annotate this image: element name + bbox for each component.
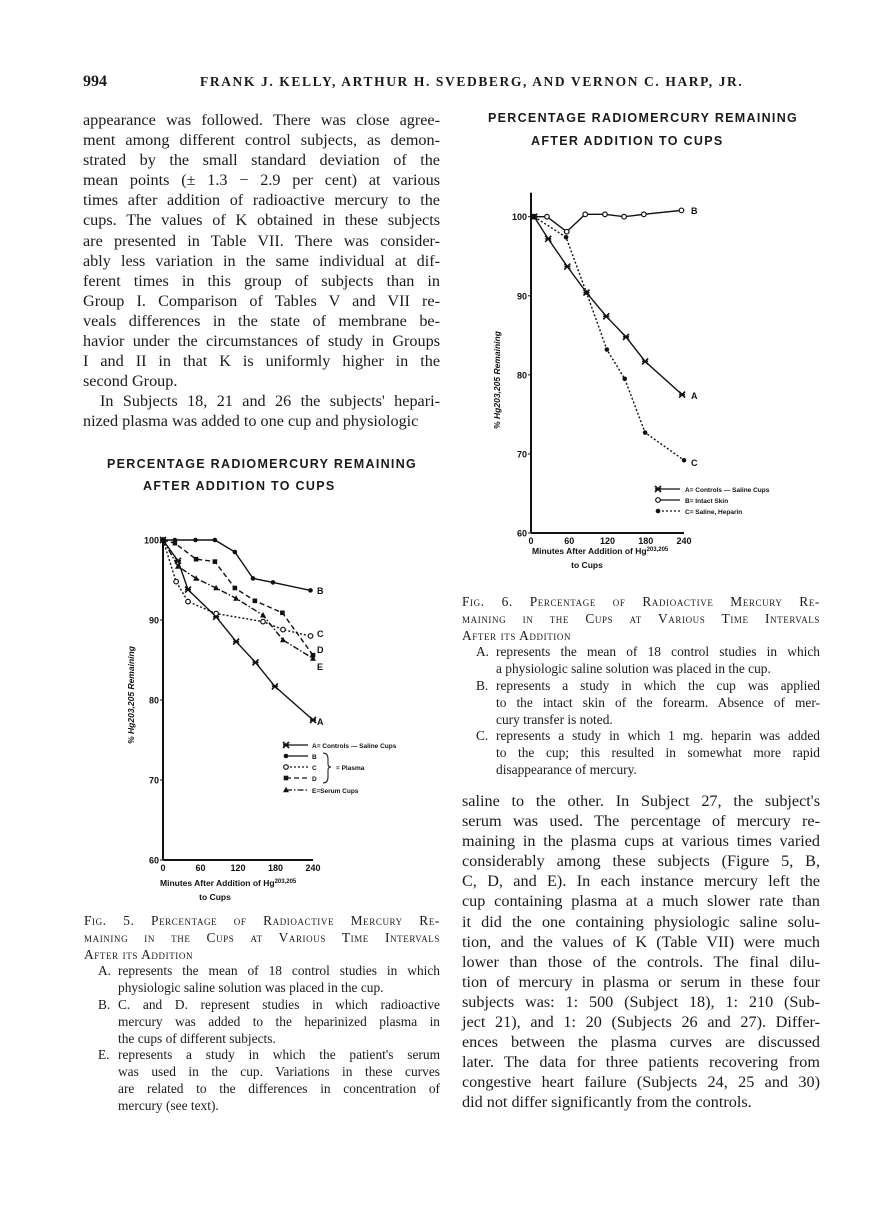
- data-point-B: [271, 580, 276, 585]
- text-line: tion of mercury in plasma or serum in these four: [462, 972, 820, 991]
- legend-label: E=Serum Cups: [312, 788, 359, 795]
- y-tick-label: 90: [516, 291, 527, 302]
- fig5-chart: [120, 520, 440, 905]
- series-end-label-A: A: [691, 391, 698, 401]
- text-line: cup containing plasma at a much slower rate than: [462, 892, 820, 911]
- caption-item-label: B.: [476, 677, 489, 693]
- data-point-A: [603, 313, 609, 319]
- y-tick-label: 60: [516, 528, 527, 539]
- series-line-A: [534, 217, 682, 395]
- data-point-B: [564, 229, 569, 234]
- caption-item-line: to the intact skin of the forearm. Absence of mer-: [496, 694, 820, 710]
- series-line-C: [534, 217, 684, 461]
- fig6-caption: [462, 594, 820, 779]
- caption-heading-line: Fig. 5. Percentage of Radioactive Mercury Re-: [84, 913, 440, 928]
- x-axis-title-line2: to Cups: [199, 892, 231, 902]
- data-point-C: [308, 634, 313, 639]
- data-point-C: [682, 458, 687, 463]
- x-axis-title-line2: to Cups: [571, 560, 603, 570]
- caption-item-label: A.: [98, 963, 112, 979]
- legend-label: B= Intact Skin: [685, 498, 729, 505]
- data-point-C: [281, 627, 286, 632]
- caption-item-line: mercury was added to the heparinized plasma in: [118, 1013, 440, 1029]
- y-tick-label: 80: [148, 695, 159, 706]
- x-tick-label: 120: [599, 536, 616, 546]
- text-line: it did the one containing physiologic saline solu-: [462, 912, 820, 931]
- caption-item-line: the cups of different subjects.: [118, 1030, 276, 1046]
- legend-marker: [656, 498, 661, 503]
- data-point-C: [174, 579, 179, 584]
- series-end-label-B: B: [691, 206, 698, 216]
- legend-label: D: [312, 776, 317, 783]
- caption-item-line: represents the mean of 18 control studies in which: [118, 963, 440, 979]
- x-tick-label: 60: [564, 536, 575, 546]
- caption-item-label: E.: [98, 1047, 110, 1063]
- legend-marker: [655, 486, 661, 492]
- legend-label: B: [312, 754, 317, 761]
- text-line: lower than those of the controls. The final dilu-: [462, 952, 820, 971]
- text-line: In Subjects 18, 21 and 26 the subjects' hepari-: [100, 392, 440, 411]
- caption-heading-line: Fig. 6. Percentage of Radioactive Mercury Re-: [462, 594, 820, 609]
- data-point-B: [308, 588, 313, 593]
- legend-label: A= Controls — Saline Cups: [685, 487, 770, 494]
- data-point-B: [213, 538, 218, 543]
- caption-item-label: C.: [476, 728, 489, 744]
- legend-marker: [284, 765, 289, 770]
- fig5-title-line2: AFTER ADDITION TO CUPS: [143, 479, 336, 493]
- text-line: appearance was followed. There was close agree-: [83, 111, 440, 129]
- legend-marker: [656, 509, 661, 514]
- data-point-A: [272, 683, 278, 689]
- text-line: ferent times in this group of subjects than in: [83, 271, 440, 290]
- text-line: ably less variation in the same individual at dif-: [83, 251, 440, 270]
- y-tick-label: 100: [511, 212, 527, 223]
- running-head: FRANK J. KELLY, ARTHUR H. SVEDBERG, AND VERNON C. HARP, JR.: [200, 74, 744, 89]
- text-line: congestive heart failure (Subjects 24, 25 and 30): [462, 1073, 820, 1092]
- y-tick-label: 90: [148, 615, 159, 626]
- data-point-C: [584, 290, 589, 295]
- data-point-C: [564, 235, 569, 240]
- series-end-label-C: C: [691, 458, 698, 468]
- caption-item-line: represents a study in which the patient's serum: [118, 1047, 440, 1063]
- text-line: ences between the plasma curves are discussed: [462, 1033, 820, 1052]
- x-axis-title-superscript: 203,205: [646, 547, 669, 553]
- caption-item-line: represents a study in which the cup was applied: [496, 677, 820, 693]
- y-axis-title: % Hg203,205 Remaining: [126, 646, 136, 744]
- data-point-A: [623, 334, 629, 340]
- caption-heading-line: maining in the Cups at Various Time Intervals: [84, 929, 440, 945]
- caption-heading-line: maining in the Cups at Various Time Intervals: [462, 610, 820, 626]
- text-line: Group I. Comparison of Tables V and VII re-: [83, 291, 440, 310]
- data-point-D: [233, 586, 238, 591]
- text-line: maining in the plasma cups at various times varied: [462, 832, 820, 851]
- text-line: did not differ significantly from the controls.: [462, 1093, 752, 1112]
- caption-heading-line: After its Addition: [462, 627, 572, 643]
- text-line: C, D, and E). In each instance mercury left the: [462, 872, 820, 891]
- data-point-E: [193, 575, 199, 581]
- caption-item: [462, 728, 820, 778]
- caption-item-line: mercury (see text).: [118, 1097, 219, 1113]
- x-tick-label: 240: [676, 536, 692, 546]
- data-point-B: [545, 214, 550, 219]
- x-axis-title: [532, 546, 669, 556]
- x-tick-label: 0: [528, 536, 534, 546]
- series-end-label-E: E: [317, 662, 324, 672]
- data-point-A: [545, 236, 551, 242]
- data-point-C: [605, 347, 610, 352]
- x-tick-label: 180: [267, 863, 284, 873]
- text-line: I and II in that K is uniformly higher in the: [83, 352, 440, 371]
- y-tick-label: 70: [516, 449, 527, 460]
- data-point-A: [310, 717, 316, 723]
- text-line: ject 21), and 1: 20 (Subjects 26 and 27). Differ-: [462, 1013, 820, 1032]
- legend-brace: [323, 753, 331, 783]
- text-line: cups. The values of K obtained in these subjects: [83, 211, 440, 230]
- left-column-text: [83, 110, 440, 432]
- data-point-B: [642, 212, 647, 217]
- caption-item: [84, 1047, 440, 1114]
- caption-item-label: A.: [476, 644, 490, 660]
- caption-item-line: was used in the cup. Variations in these curves: [118, 1064, 440, 1080]
- fig6-chart: [480, 190, 820, 585]
- caption-item-line: are related to the differences in concentration of: [118, 1080, 440, 1096]
- text-line: nized plasma was added to one cup and physiologic: [83, 412, 419, 431]
- x-tick-label: 60: [195, 863, 206, 873]
- data-point-B: [233, 550, 238, 555]
- x-axis-title-superscript: 203,205: [274, 879, 297, 885]
- text-line: havior under the circumstances of study in Groups: [83, 332, 440, 351]
- text-line: ment among different control subjects, as demon-: [83, 131, 440, 150]
- fig6-title-line2: AFTER ADDITION TO CUPS: [531, 134, 724, 148]
- data-point-A: [253, 659, 259, 665]
- data-point-B: [193, 538, 198, 543]
- fig6-title-line1: PERCENTAGE RADIOMERCURY REMAINING: [488, 111, 799, 125]
- caption-item-label: B.: [98, 996, 111, 1012]
- caption-item: [84, 963, 440, 997]
- series-line-A: [163, 540, 313, 720]
- text-line: later. The data for three patients recovering from: [462, 1053, 820, 1072]
- y-tick-label: 60: [148, 855, 159, 866]
- data-point-B: [583, 212, 588, 217]
- caption-item: [84, 997, 440, 1047]
- series-end-label-C: C: [317, 629, 324, 639]
- data-point-C: [186, 599, 191, 604]
- legend-label: A= Controls — Saline Cups: [312, 743, 397, 750]
- text-line: subjects was: 1: 500 (Subject 18), 1: 210 (Sub-: [462, 992, 820, 1011]
- legend-label: C: [312, 765, 317, 772]
- data-point-A: [233, 639, 239, 645]
- text-line: tion, and the values of K (Table VII) were much: [462, 932, 820, 951]
- x-axis-title: [160, 878, 297, 888]
- legend-marker: [284, 754, 289, 759]
- x-tick-label: 240: [305, 863, 321, 873]
- caption-item-line: to the cup; this resulted in somewhat more rapid: [496, 745, 820, 761]
- series-end-label-D: D: [317, 645, 324, 655]
- y-tick-label: 70: [148, 775, 159, 786]
- fig5-caption: [84, 913, 440, 1115]
- data-point-C: [622, 377, 627, 382]
- data-point-C: [532, 214, 537, 219]
- text-line: are presented in Table VII. There was consider-: [83, 231, 440, 250]
- data-point-D: [173, 541, 178, 546]
- caption-item-line: represents the mean of 18 control studies in which: [496, 644, 820, 660]
- data-point-A: [642, 358, 648, 364]
- data-point-B: [603, 212, 608, 217]
- text-line: saline to the other. In Subject 27, the subject's: [462, 792, 820, 810]
- x-axis-title-main: Minutes After Addition of Hg: [160, 878, 275, 888]
- caption-item: [462, 678, 820, 728]
- series-end-label-B: B: [317, 586, 324, 596]
- series-line-B: [534, 210, 681, 231]
- data-point-B: [251, 576, 256, 581]
- text-line: times after addition of radioactive mercury to the: [83, 191, 440, 210]
- data-point-C: [261, 619, 266, 624]
- data-point-E: [280, 637, 286, 643]
- data-point-A: [679, 392, 685, 398]
- x-tick-label: 120: [230, 863, 246, 873]
- data-point-B: [622, 214, 627, 219]
- series-end-label-A: A: [317, 717, 324, 727]
- data-point-D: [213, 559, 218, 564]
- caption-item-line: C. and D. represent studies in which radioactive: [118, 996, 440, 1012]
- page-number: 994: [83, 73, 107, 90]
- data-point-D: [253, 599, 258, 604]
- text-line: mean points (± 1.3 − 2.9 per cent) at various: [83, 171, 440, 190]
- text-line: second Group.: [83, 372, 178, 391]
- text-line: veals differences in the state of membrane be-: [83, 311, 440, 330]
- data-point-D: [194, 557, 199, 562]
- right-column-text: [462, 791, 820, 1113]
- text-line: considerably among these subjects (Figure 5, B,: [462, 852, 820, 871]
- data-point-C: [214, 611, 219, 616]
- x-tick-label: 0: [160, 863, 166, 873]
- caption-item-line: physiologic saline solution was placed in the cup.: [118, 980, 384, 996]
- data-point-B: [679, 208, 684, 213]
- data-point-D: [280, 611, 285, 616]
- data-point-A: [564, 264, 570, 270]
- caption-heading-line: After its Addition: [84, 946, 194, 962]
- legend-label: C= Saline, Heparin: [685, 509, 743, 516]
- y-tick-label: 100: [143, 535, 159, 546]
- legend-marker: [283, 742, 289, 748]
- x-axis-title-main: Minutes After Addition of Hg: [532, 546, 647, 556]
- legend-label: = Plasma: [336, 765, 365, 772]
- text-line: strated by the small standard deviation of the: [83, 151, 440, 170]
- text-line: serum was used. The percentage of mercury re-: [462, 812, 820, 831]
- caption-item-line: a physiologic saline solution was placed in the cup.: [496, 661, 771, 677]
- caption-item-line: disappearance of mercury.: [496, 761, 637, 777]
- caption-item-line: cury transfer is noted.: [496, 711, 613, 727]
- y-tick-label: 80: [516, 370, 527, 381]
- data-point-E: [260, 612, 266, 618]
- caption-item-line: represents a study in which 1 mg. heparin was added: [496, 728, 820, 744]
- caption-item: [462, 644, 820, 678]
- x-tick-label: 180: [638, 536, 654, 546]
- data-point-C: [643, 430, 648, 435]
- fig5-title-line1: PERCENTAGE RADIOMERCURY REMAINING: [107, 457, 418, 471]
- y-axis-title: % Hg203,205 Remaining: [492, 331, 502, 429]
- legend-marker: [284, 776, 289, 781]
